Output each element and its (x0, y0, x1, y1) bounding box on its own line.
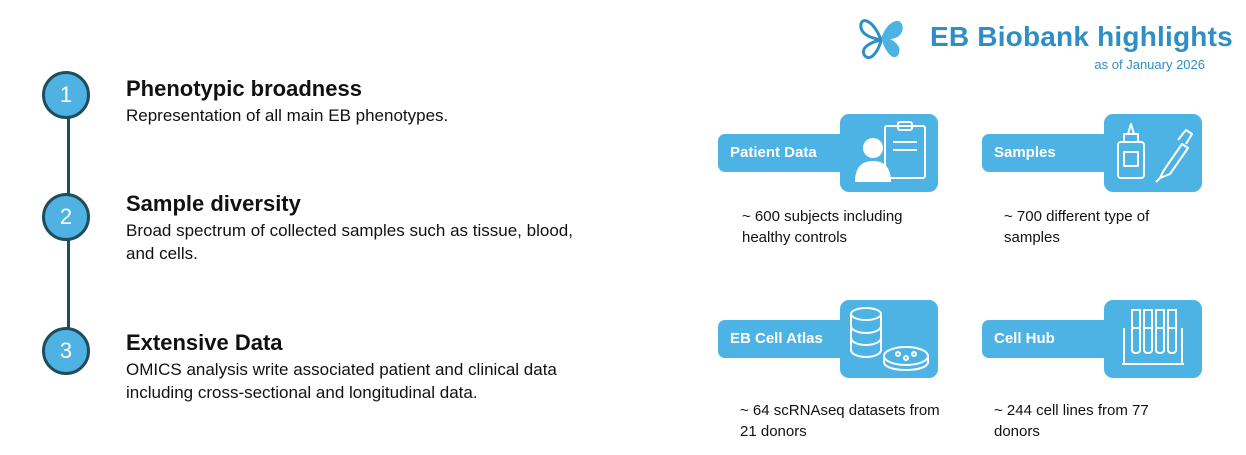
card-stat: ~ 700 different type of samples (1004, 208, 1150, 246)
card-icon-box (840, 114, 938, 192)
card-label-bar (718, 134, 848, 172)
card-label-bar (982, 320, 1112, 358)
person-clipboard-icon (849, 120, 929, 186)
step-3 (126, 330, 626, 404)
card-eb-cell-atlas (718, 300, 940, 440)
card-label-bar (982, 134, 1112, 172)
step-1-number: 1 (42, 71, 90, 119)
card-label: Patient Data (730, 144, 817, 161)
card-cell-hub (982, 300, 1202, 440)
step-1-description: Representation of all main EB phenotypes. (126, 106, 449, 125)
butterfly-icon (855, 12, 907, 62)
card-icon-box (840, 300, 938, 378)
step-2 (126, 191, 626, 265)
card-label: Samples (994, 144, 1056, 161)
card-icon-box (1104, 114, 1202, 192)
test-tubes-icon (1118, 306, 1188, 372)
bottle-dropper-icon (1112, 120, 1194, 186)
page-subtitle: as of January 2026 (1094, 57, 1205, 72)
step-3-number: 3 (42, 327, 90, 375)
card-stat: ~ 244 cell lines from 77 donors (994, 402, 1149, 440)
step-2-description: Broad spectrum of collected samples such as tissue, blood, and cells. (126, 221, 573, 263)
step-3-title: Extensive Data (126, 330, 283, 355)
card-stat: ~ 600 subjects including healthy controls (742, 208, 903, 246)
card-patient-data (718, 114, 938, 246)
step-1 (126, 76, 626, 127)
brand-header (855, 12, 1233, 76)
card-icon-box (1104, 300, 1202, 378)
page-title: EB Biobank highlights (930, 21, 1233, 52)
step-2-title: Sample diversity (126, 191, 301, 216)
card-label-bar (718, 320, 848, 358)
card-label: Cell Hub (994, 330, 1055, 347)
card-stat: ~ 64 scRNAseq datasets from 21 donors (740, 402, 940, 440)
card-label: EB Cell Atlas (730, 330, 823, 347)
card-samples (982, 114, 1202, 246)
step-2-number: 2 (42, 193, 90, 241)
step-1-title: Phenotypic broadness (126, 76, 362, 101)
step-3-description: OMICS analysis write associated patient and clinical data including cross-sectional and longitudinal data. (126, 360, 557, 402)
database-petri-dish-icon (846, 304, 932, 374)
